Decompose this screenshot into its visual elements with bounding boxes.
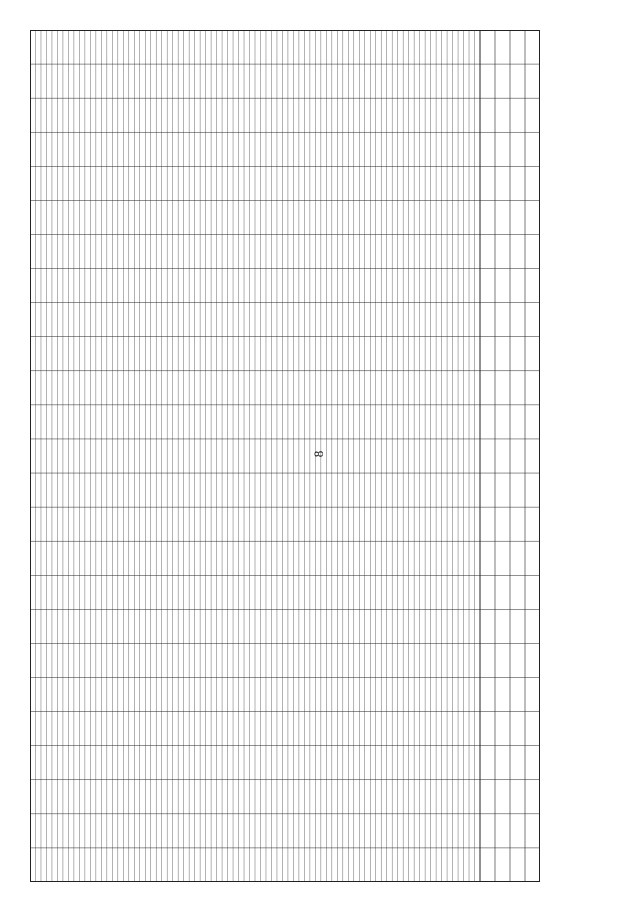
table-grid (30, 30, 540, 882)
rotated-table (30, 30, 540, 882)
page-number: 8 (311, 450, 326, 458)
